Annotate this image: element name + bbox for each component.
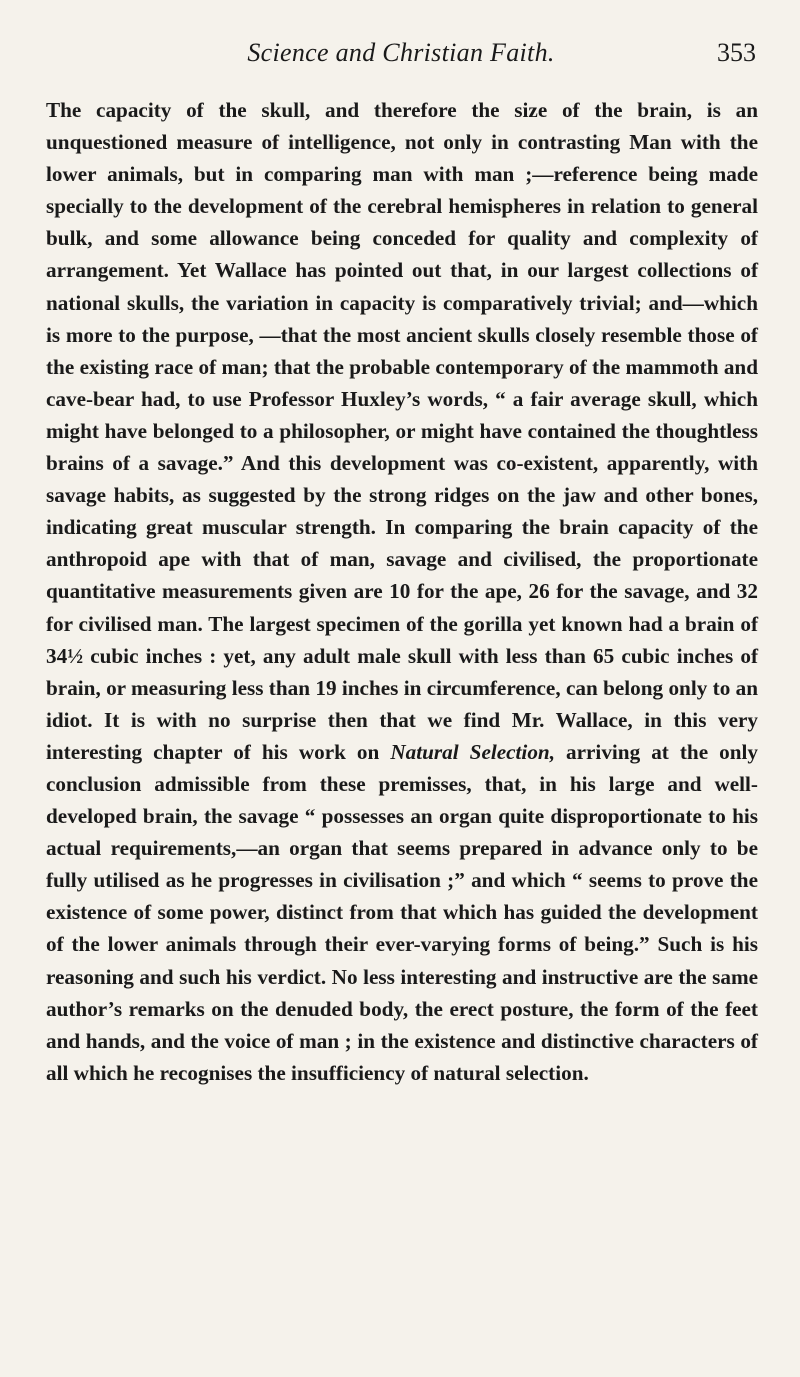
running-head xyxy=(46,38,756,68)
running-title: Science and Christian Faith. xyxy=(247,38,555,67)
body-text-segment: arriving at the only conclusion admissible from these premisses, that, in his large and well-developed brain, the savage “ possesses an organ quite disproportionate to his actual requirements,—an organ that seems prepared in advance only to be fully utilised as he progresses in civilisation ;” and which “ seems to prove the existence of some power, distinct from that which has guided the development of the lower animals through their ever-varying forms of being.” Such is his reasoning and such his verdict. No less interesting and instructive are the same author’s remarks on the denuded body, the erect posture, the form of the feet and hands, and the voice of man ; in the existence and distinctive characters of all which he recognises the insufficiency of natural selection. xyxy=(46,739,758,1085)
body-text-segment: The capacity of the skull, and therefore the size of the brain, is an unquestioned measure of intelligence, not only in contrasting Man with the lower animals, but in comparing man with man ;—reference being made specially to the development of the cerebral hemispheres in relation to general bulk, and some allowance being conceded for quality and complexity of arrangement. Yet Wallace has pointed out that, in our largest collections of national skulls, the variation in capacity is comparatively trivial; and—which is more to the purpose, —that the most ancient skulls closely resemble those of the existing race of man; that the probable contemporary of the mammoth and cave-bear had, to use Professor Huxley’s words, “ a fair average skull, which might have belonged to a philosopher, or might have contained the thoughtless brains of a savage.” And this development was co-existent, apparently, with savage habits, as suggested by the strong ridges on the jaw and other bones, indicating great muscular strength. In comparing the brain capacity of the anthropoid ape with that of man, savage and civilised, the proportionate quantitative measurements given are 10 for the ape, 26 for the savage, and 32 for civilised man. The largest specimen of the gorilla yet known had a brain of 34½ cubic inches : yet, any adult male skull with less than 65 cubic inches of brain, or measuring less than 19 inches in circumference, can belong only to an idiot. It is with no surprise then that we find Mr. Wallace, in this very interesting chapter of his work on xyxy=(46,98,758,764)
body-paragraph xyxy=(46,94,758,1089)
book-title-italic: Natural Selection, xyxy=(390,739,555,764)
page-number: 353 xyxy=(717,38,756,67)
